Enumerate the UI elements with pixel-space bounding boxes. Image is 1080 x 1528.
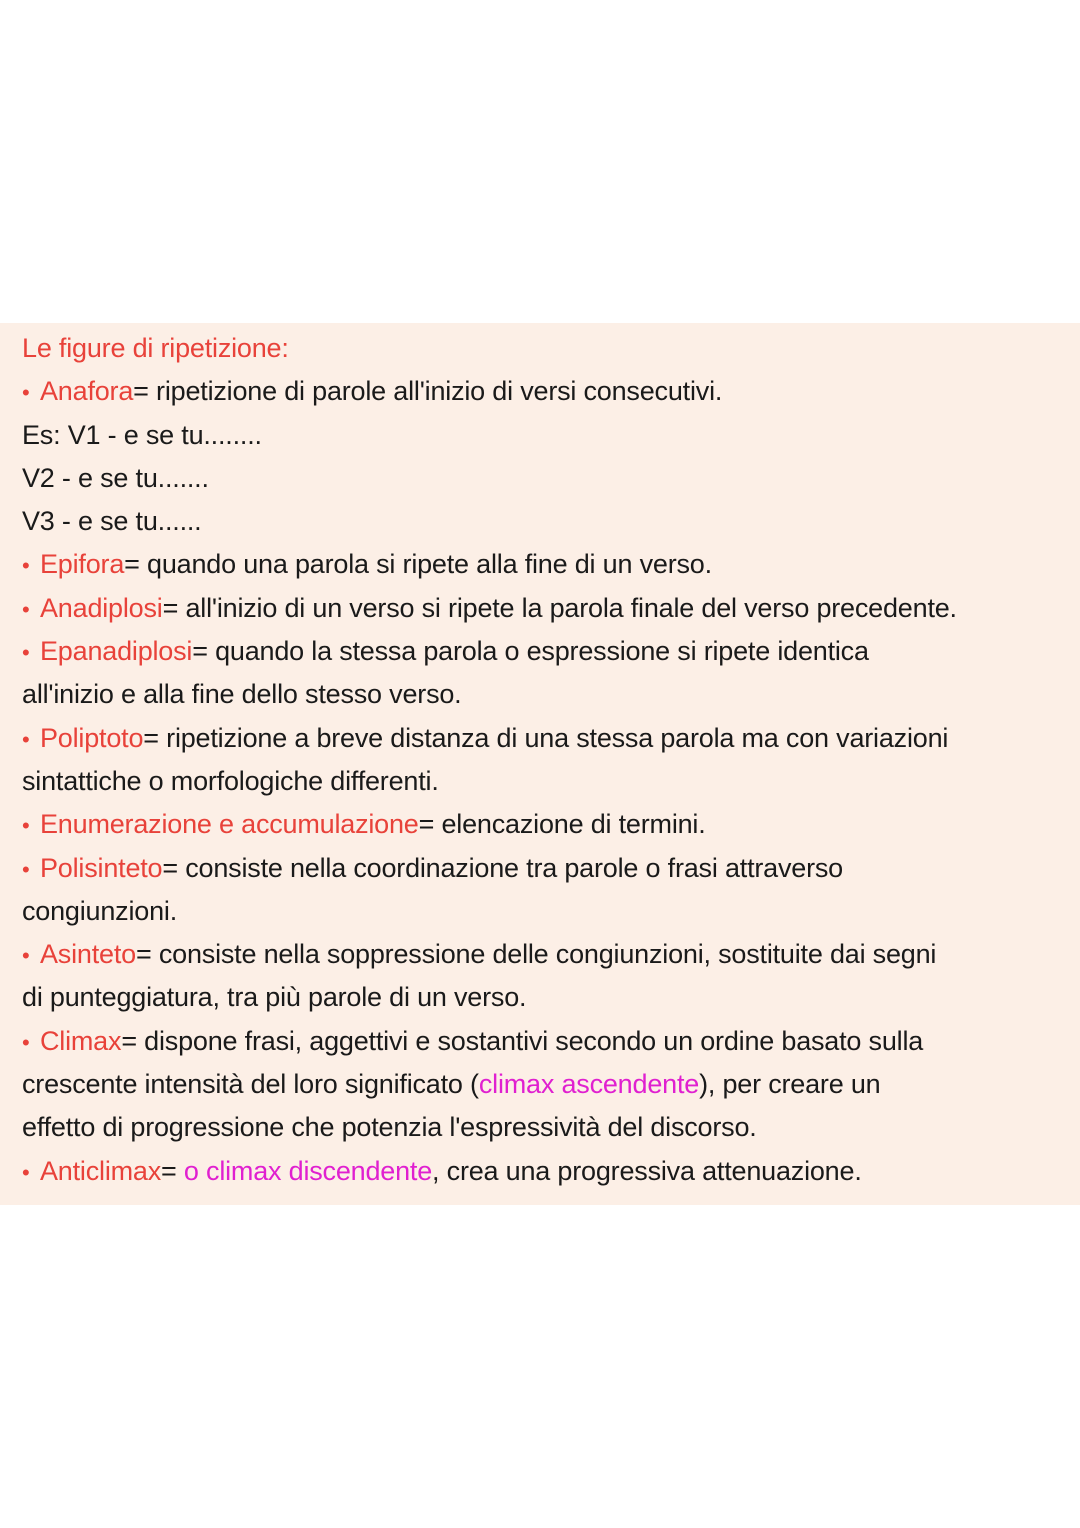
bullet-icon: • [22, 1029, 30, 1055]
item-epanadiplosi [22, 630, 1062, 673]
anticlimax-eq: = [161, 1155, 184, 1186]
item-climax [22, 1020, 1062, 1063]
bullet-icon: • [22, 813, 30, 839]
term-epifora: Epifora [40, 549, 125, 580]
item-polisinteto [22, 847, 1062, 890]
term-anafora: Anafora [40, 376, 134, 407]
section-title: Le figure di ripetizione: [22, 333, 289, 363]
bullet-icon: • [22, 640, 30, 666]
bullet-icon: • [22, 596, 30, 622]
bullet-icon: • [22, 1159, 30, 1185]
definition-epanadiplosi-cont: all'inizio e alla fine dello stesso verso. [22, 679, 462, 710]
term-anticlimax: Anticlimax [40, 1155, 162, 1186]
term-anadiplosi: Anadiplosi [40, 592, 163, 623]
term-climax: Climax [40, 1025, 122, 1056]
bullet-icon: • [22, 726, 30, 752]
definition-asinteto: = consiste nella soppressione delle congiunzioni, sostituite dai segni [135, 939, 937, 970]
definition-anafora: = ripetizione di parole all'inizio di versi consecutivi. [133, 376, 723, 407]
notes-panel [0, 323, 1080, 1205]
definition-epifora: = quando una parola si ripete alla fine di un verso. [124, 549, 712, 580]
bullet-icon: • [22, 943, 30, 969]
definition-anadiplosi: = all'inizio di un verso si ripete la parola finale del verso precedente. [162, 592, 957, 623]
item-anafora [22, 370, 1062, 413]
term-epanadiplosi: Epanadiplosi [40, 636, 193, 667]
bullet-icon: • [22, 553, 30, 579]
definition-climax: = dispone frasi, aggettivi e sostantivi secondo un ordine basato sulla [121, 1025, 924, 1056]
example-line-2: V2 - e se tu....... [22, 462, 209, 493]
term-polisinteto: Polisinteto [40, 852, 163, 883]
definition-poliptoto-cont: sintattiche o morfologiche differenti. [22, 765, 439, 796]
item-asinteto [22, 933, 1062, 976]
item-anticlimax [22, 1150, 1062, 1193]
climax-text-post: ), per creare un [699, 1069, 881, 1100]
definition-climax-cont-2: effetto di progressione che potenzia l'espressività del discorso. [22, 1112, 757, 1143]
item-poliptoto [22, 717, 1062, 760]
item-anadiplosi [22, 587, 1062, 630]
item-epifora [22, 543, 1062, 586]
term-poliptoto: Poliptoto [40, 722, 144, 753]
term-asinteto: Asinteto [40, 939, 136, 970]
definition-anticlimax: , crea una progressiva attenuazione. [432, 1155, 862, 1186]
item-enumerazione [22, 803, 1062, 846]
bullet-icon: • [22, 856, 30, 882]
bullet-icon: • [22, 380, 30, 406]
climax-discendente: o climax discendente [183, 1155, 433, 1186]
definition-poliptoto: = ripetizione a breve distanza di una stessa parola ma con variazioni [143, 722, 949, 753]
example-line-3: V3 - e se tu...... [22, 506, 202, 537]
definition-enumerazione: = elencazione di termini. [418, 809, 706, 840]
term-enumerazione: Enumerazione e accumulazione [40, 809, 419, 840]
example-line-1: Es: V1 - e se tu........ [22, 419, 262, 450]
definition-asinteto-cont: di punteggiatura, tra più parole di un verso. [22, 982, 527, 1013]
definition-polisinteto: = consiste nella coordinazione tra parole o frasi attraverso [162, 852, 844, 883]
climax-ascendente: climax ascendente [478, 1069, 700, 1100]
definition-climax-cont-1 [22, 1063, 1062, 1106]
definition-epanadiplosi: = quando la stessa parola o espressione si ripete identica [192, 636, 869, 667]
definition-polisinteto-cont: congiunzioni. [22, 895, 178, 926]
climax-text-pre: crescente intensità del loro significato ( [22, 1069, 479, 1100]
